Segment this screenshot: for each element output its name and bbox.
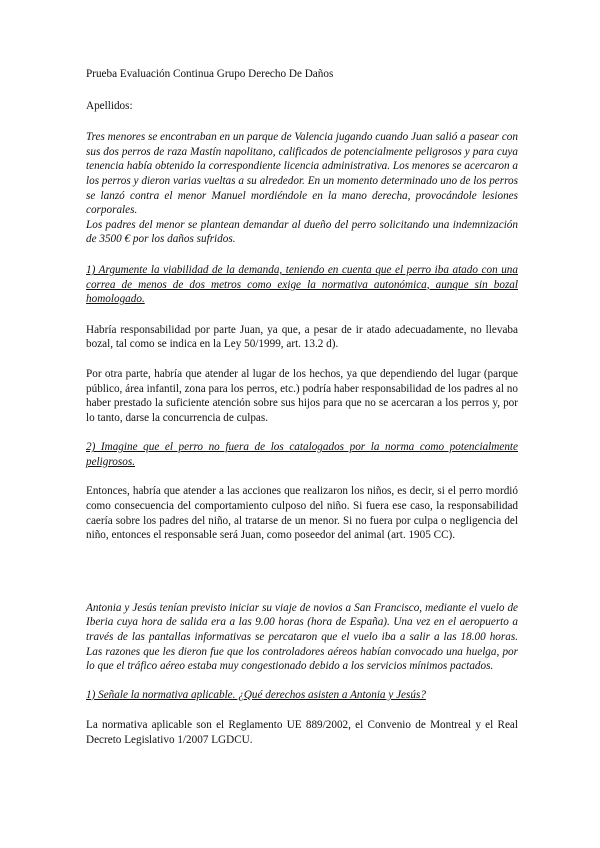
case1-block — [86, 130, 518, 247]
case1-statement: Tres menores se encontraban en un parque de Valencia jugando cuando Juan salió a pasear con sus dos perros de raza Mastín napolitano, calificados de potencialmente peligrosos y para cuya tenencia había obtenido la correspondiente licencia administrativa. Los menores se acercaron a los perros y dieron varias vueltas a su alrededor. En un momento determinado uno de los perros se lanzó contra el menor Manuel mordiéndole en la mano derecha, provocándole lesiones corporales. — [86, 131, 518, 217]
case1-question-1: 1) Argumente la viabilidad de la demanda, teniendo en cuenta que el perro iba atado con una correa de menos de dos metros como exige la normativa autonómica, aunque sin bozal homologado. — [86, 263, 518, 306]
case2-statement: Antonia y Jesús tenían previsto iniciar su viaje de novios a San Francisco, mediante el vuelo de Iberia cuya hora de salida era a las 9.00 horas (hora de España). Una vez en el aeropuerto a través de las pantallas informativas se percataron que el vuelo iba a salir a las 18.00 horas. Las razones que les dieron fue que los controladores aéreos habían convocado una huelga, por lo que el tráfico aéreo estaba muy congestionado debido a los servicios mínimos pactados. — [86, 601, 518, 673]
case2-answer-1: La normativa aplicable son el Reglamento UE 889/2002, el Convenio de Montreal y el Real Decreto Legislativo 1/2007 LGDCU. — [86, 719, 518, 746]
document-title: Prueba Evaluación Continua Grupo Derecho De Daños — [86, 68, 334, 80]
case1-question-2: 2) Imagine que el perro no fuera de los catalogados por la norma como potencialmente peligrosos. — [86, 441, 518, 468]
case2-question-1: 1) Señale la normativa aplicable. ¿Qué derechos asisten a Antonia y Jesús? — [86, 688, 426, 701]
case1-answer-2: Entonces, habría que atender a las acciones que realizaron los niños, es decir, si el perro mordió como consecuencia del comportamiento culposo del niño. Si fuera ese caso, la responsabilidad caería sobre los padres del niño, al tratarse de un menor. Si no fuera por culpa o negligencia del niño, entonces el responsable será Juan, como poseedor del animal (art. 1905 CC). — [86, 485, 518, 542]
case1-statement-2: Los padres del menor se plantean demandar al dueño del perro solicitando una indemnización de 3500 € por los daños sufridos. — [86, 218, 518, 246]
case1-answer-1-p2: Por otra parte, habría que atender al lugar de los hechos, ya que dependiendo del lugar (parque público, área infantil, zona para los perros, etc.) podría haber responsabilidad de los padres al no haber prestado la suficiente atención sobre sus hijos para que no se acercaran a los perros y, por lo tanto, darse la concurrencia de culpas. — [86, 367, 518, 424]
document-body — [86, 64, 518, 748]
case1-answer-1-p1: Habría responsabilidad por parte Juan, ya que, a pesar de ir atado adecuadamente, no llevaba bozal, tal como se indica en la Ley 50/1999, art. 13.2 d). — [86, 323, 518, 351]
apellidos-label: Apellidos: — [86, 99, 133, 112]
